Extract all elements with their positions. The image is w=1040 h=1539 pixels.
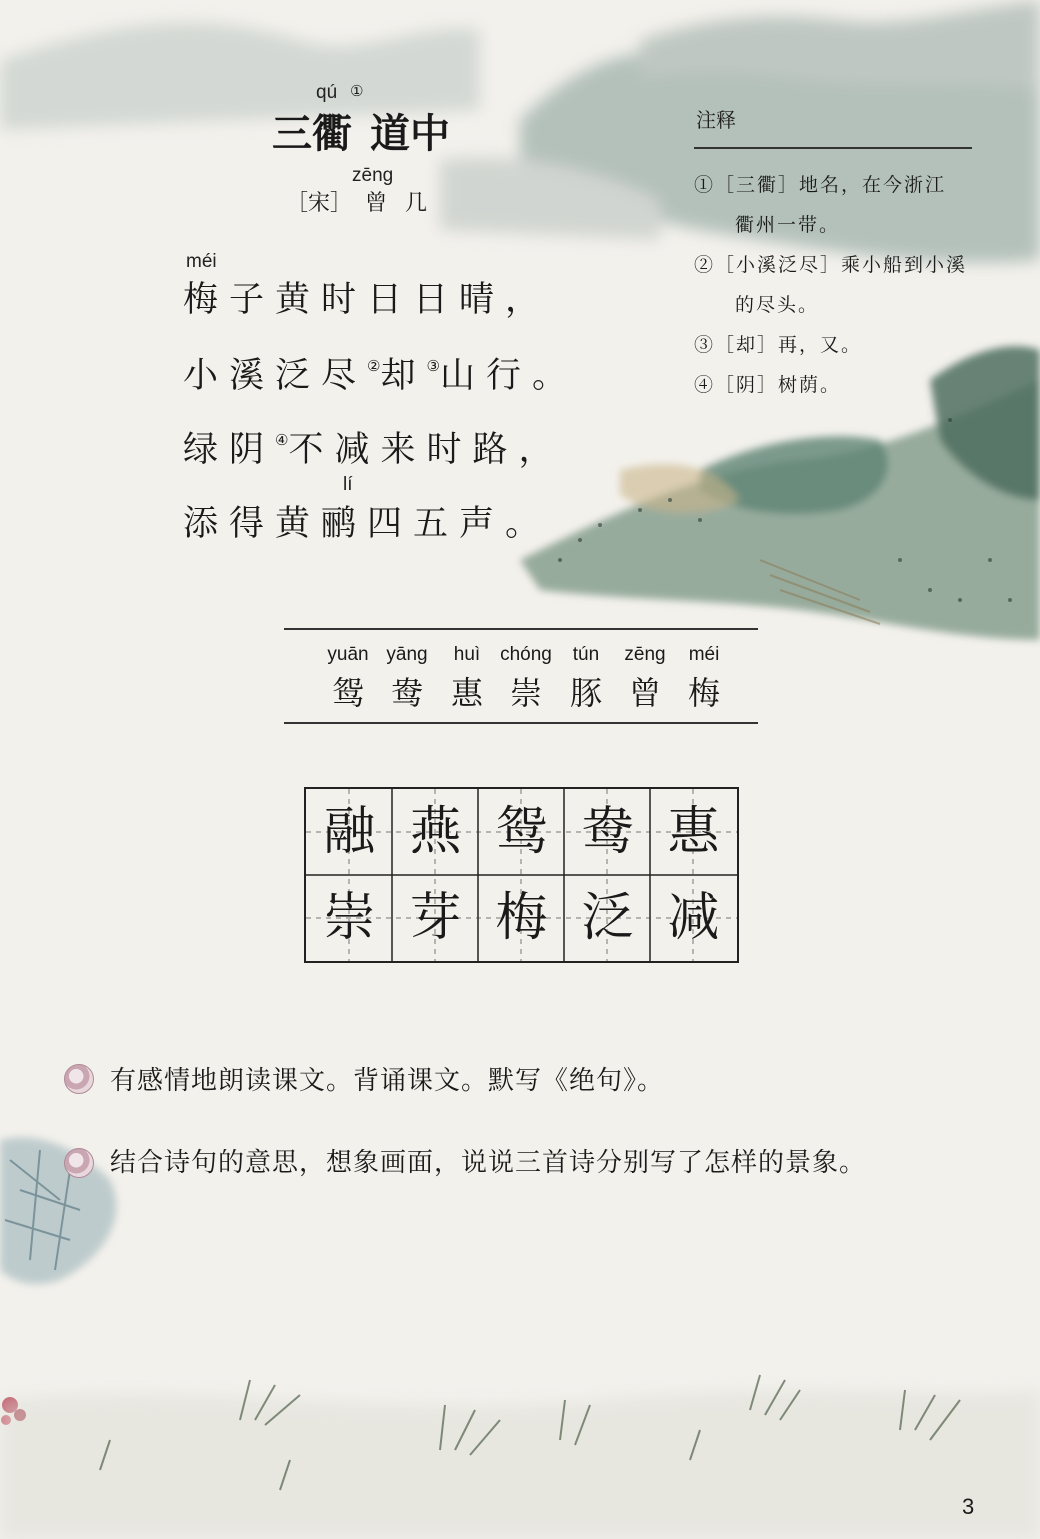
grid-cell [478,875,565,962]
vocab-pinyin: méi [688,644,720,665]
vocab-char: 惠 [450,674,483,712]
note-marker-3: ③ [426,357,440,375]
line3-text: 不减来时路， [288,430,565,470]
grid-cell [392,789,479,876]
vocab-pinyin: huì [453,644,481,665]
vocab-char: 豚 [569,674,602,712]
line1-pinyin: méi [186,251,217,272]
grid-cell [564,875,651,962]
grid-char: 减 [667,888,720,948]
grid-cell [478,789,565,876]
vocab-pinyin: yuān [327,644,369,665]
vocab-pinyin: zēng [624,644,666,665]
grid-char: 崇 [323,888,376,948]
vocab-bottom-rule [284,722,758,724]
poem-line-2 [183,348,578,398]
vocab-char: 梅 [687,674,720,712]
grid-char: 鸯 [581,802,634,862]
poem-line-1: 梅子黄时日日晴， [183,280,552,320]
poem-line-3 [183,422,564,472]
page-number: 3 [962,1494,975,1519]
notes-title: 注释 [696,110,736,132]
title-char: 衢 [312,110,352,157]
vocab-char: 鸯 [390,674,423,712]
note-2-cont: 的尽头。 [735,294,820,316]
title-char: 中 [410,110,450,157]
dynasty: ［宋］ [286,191,353,216]
grid-cell [650,875,737,962]
author-char: 曾 [365,191,388,216]
line2-text: 山行。 [439,356,578,396]
vocab-char: 鸳 [331,674,364,712]
line4-pinyin: lí [343,474,353,495]
exercise-bullet-icon [64,1064,94,1094]
grid-cell [650,789,737,876]
note-1-cont: 衢州一带。 [735,214,841,236]
grid-char: 燕 [409,802,462,862]
title-pinyin: qú [316,82,338,103]
note-marker-2: ② [367,357,381,375]
grid-char: 芽 [409,888,462,948]
note-3: ③［却］再，又。 [694,334,863,356]
title-char: 道 [370,110,410,157]
title-note-marker: ① [350,82,364,100]
vocab-pinyin: tún [572,644,600,665]
vocab-char: 崇 [509,674,542,712]
grid-char: 泛 [581,888,634,948]
exercise-bullet-icon [64,1148,94,1178]
grid-char: 梅 [495,888,548,948]
line3-text: 绿阴 [183,430,276,470]
grid-char: 鸳 [495,802,548,862]
poem-line-4: 添得黄鹂四五声。 [183,504,552,544]
grid-cell [564,789,651,876]
line2-text: 却 [380,356,427,396]
grid-cell [306,789,393,876]
vocab-char: 曾 [628,674,661,712]
note-marker-4: ④ [275,431,289,449]
vocab-pinyin: chóng [500,644,552,665]
vocab-top-rule [284,628,758,630]
author-char: 几 [405,191,428,216]
line2-text: 小溪泛尽 [183,356,368,396]
exercise-1: 有感情地朗读课文。背诵课文。默写《绝句》。 [110,1066,665,1096]
note-4: ④［阴］树荫。 [694,374,842,396]
note-2: ②［小溪泛尽］乘小船到小溪 [694,254,968,276]
grid-cell [306,875,393,962]
grid-cell [392,875,479,962]
grid-char: 融 [323,802,376,862]
writing-grid [304,787,739,963]
note-1: ①［三衢］地名，在今浙江 [694,174,947,196]
grid-char: 惠 [667,802,720,862]
title-char: 三 [272,110,312,157]
vocab-pinyin: yāng [386,644,428,665]
author-pinyin: zēng [352,165,394,186]
notes-divider [694,147,972,149]
exercise-2: 结合诗句的意思，想象画面，说说三首诗分别写了怎样的景象。 [110,1148,867,1178]
